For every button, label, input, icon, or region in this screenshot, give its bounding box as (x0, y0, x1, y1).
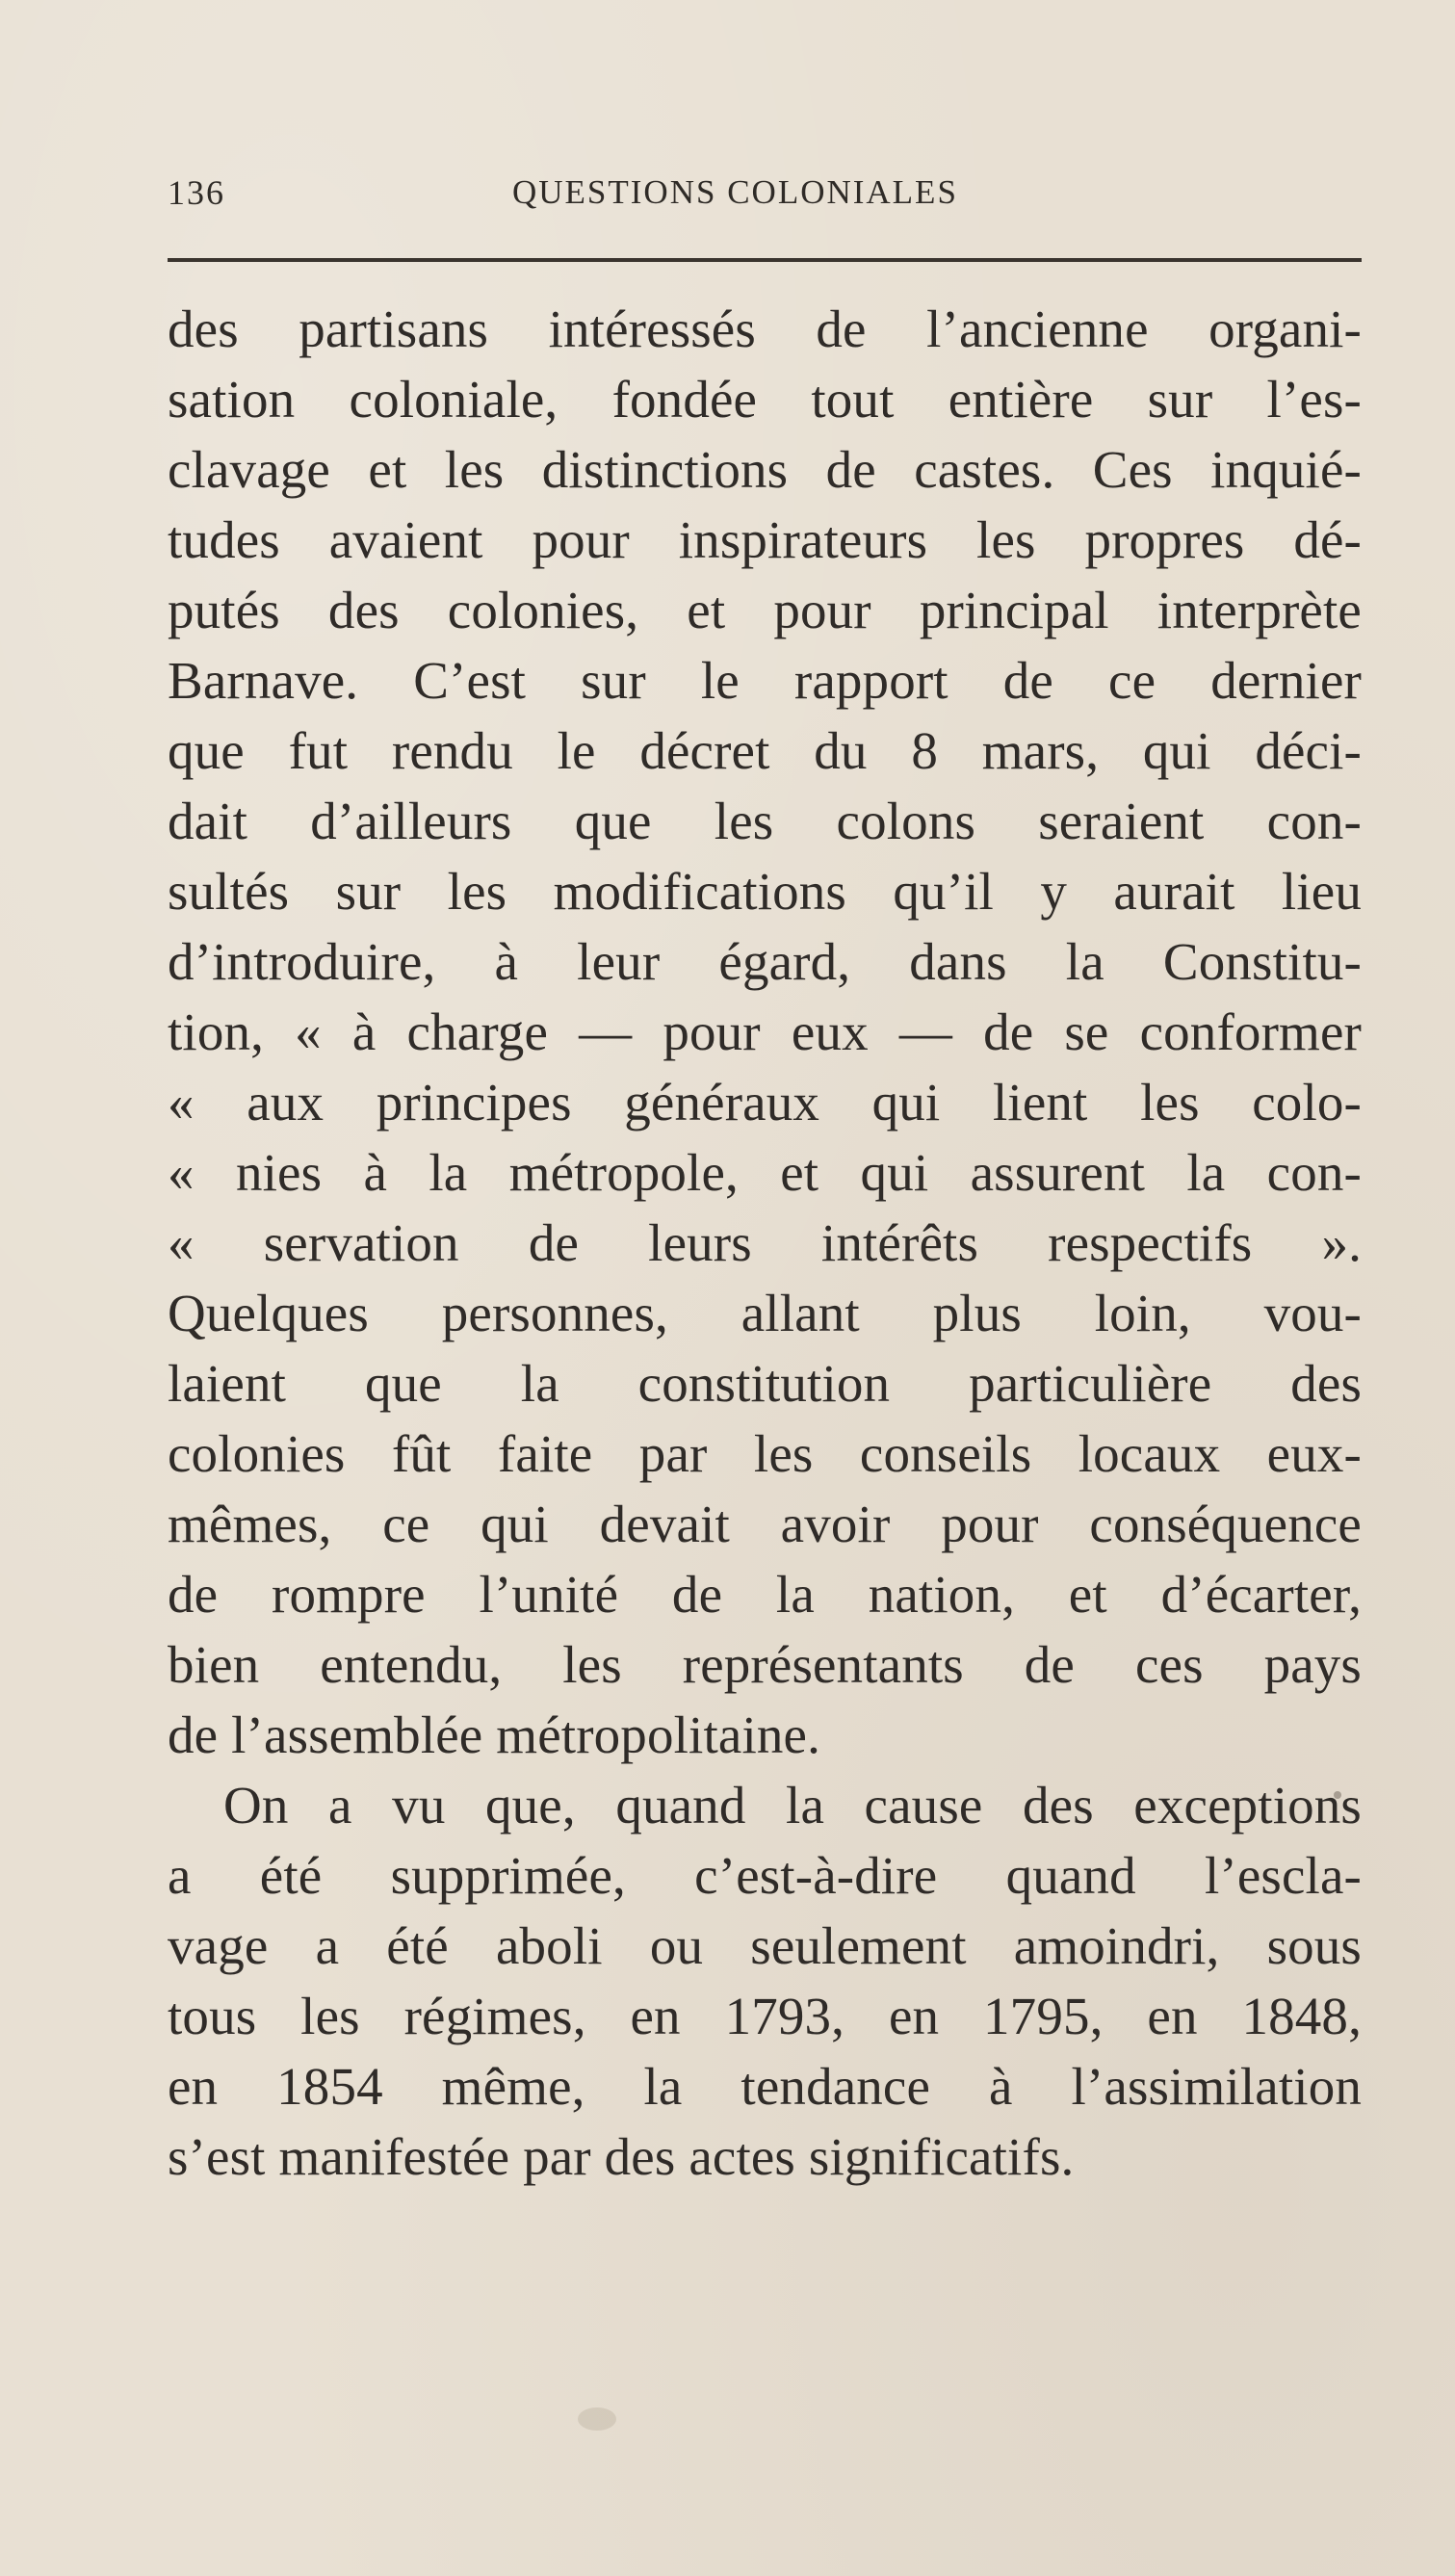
text-line: Quelques personnes, allant plus loin, vou- (168, 1284, 1362, 1342)
text-line: en 1854 même, la tendance à l’assimilation (168, 2057, 1362, 2116)
page-header (168, 168, 1362, 218)
text-line: vage a été aboli ou seulement amoindri, sous (168, 1916, 1362, 1975)
running-head: QUESTIONS COLONIALES (512, 173, 958, 211)
text-line: a été supprimée, c’est-à-dire quand l’escla- (168, 1846, 1362, 1905)
text-line: de l’assemblée métropolitaine. (168, 1705, 821, 1764)
page-body (168, 294, 1362, 2192)
page-number: 136 (168, 173, 225, 212)
text-line: colonies fût faite par les conseils locaux eux- (168, 1424, 1362, 1483)
text-line: bien entendu, les représentants de ces pays (168, 1635, 1362, 1694)
text-line: s’est manifestée par des actes significatifs. (168, 2127, 1075, 2186)
text-line: sultés sur les modifications qu’il y aurait lieu (168, 862, 1362, 921)
text-line: sation coloniale, fondée tout entière sur l’es- (168, 370, 1362, 429)
text-line: « aux principes généraux qui lient les colo- (168, 1073, 1362, 1132)
text-line: que fut rendu le décret du 8 mars, qui déci- (168, 721, 1362, 780)
text-line: tion, « à charge — pour eux — de se conformer (168, 1002, 1362, 1061)
text-line: Barnave. C’est sur le rapport de ce dernier (168, 651, 1362, 710)
text-line: tous les régimes, en 1793, en 1795, en 1848, (168, 1987, 1362, 2045)
text-line: d’introduire, à leur égard, dans la Constitu- (168, 932, 1362, 991)
text-line: dait d’ailleurs que les colons seraient con- (168, 792, 1362, 850)
text-line: On a vu que, quand la cause des exceptions (223, 1776, 1362, 1834)
text-line: putés des colonies, et pour principal interprète (168, 581, 1362, 639)
header-rule (168, 258, 1362, 262)
text-line: tudes avaient pour inspirateurs les propres dé- (168, 510, 1362, 569)
text-line: clavage et les distinctions de castes. Ces inquié- (168, 440, 1362, 499)
paper-stain (578, 2407, 616, 2431)
text-line: des partisans intéressés de l’ancienne organi- (168, 299, 1362, 358)
text-line: de rompre l’unité de la nation, et d’écarter, (168, 1565, 1362, 1624)
text-line: « servation de leurs intérêts respectifs ». (168, 1213, 1362, 1272)
text-line: mêmes, ce qui devait avoir pour conséquence (168, 1495, 1362, 1553)
text-line: « nies à la métropole, et qui assurent la con- (168, 1143, 1362, 1202)
text-line: laient que la constitution particulière des (168, 1354, 1362, 1413)
